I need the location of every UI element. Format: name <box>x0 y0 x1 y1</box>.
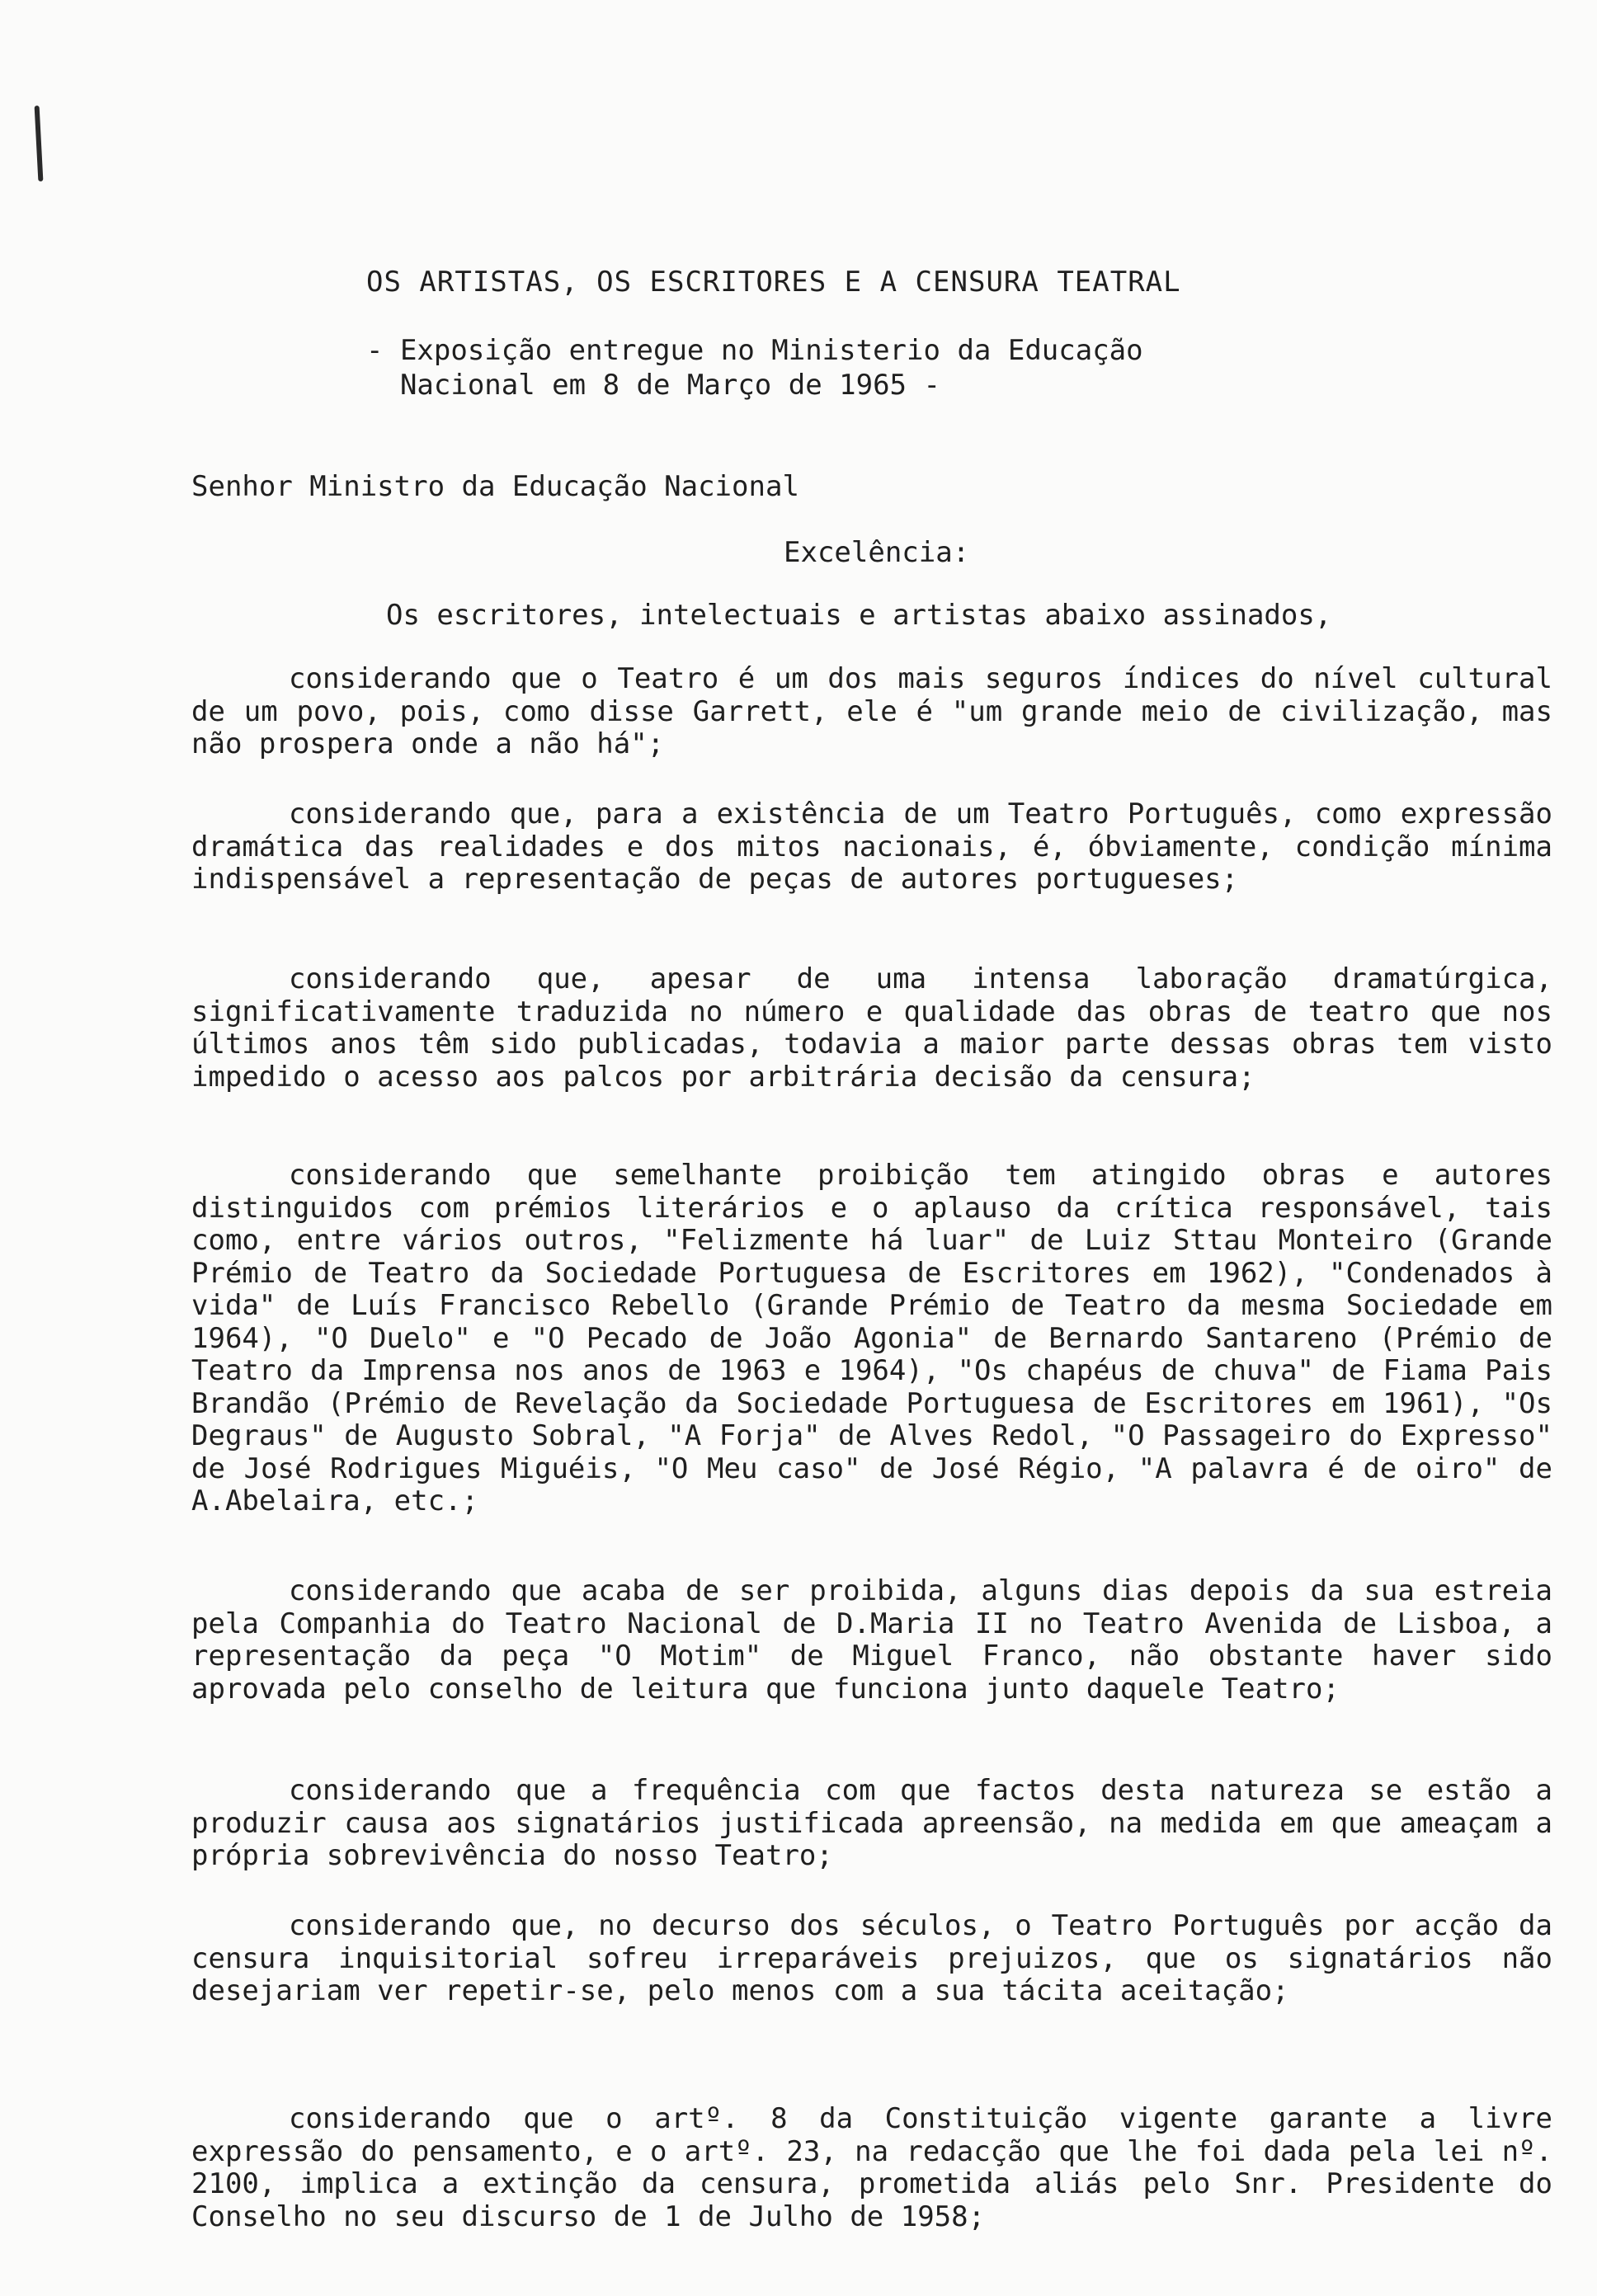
paragraph: considerando que a frequência com que factos desta natureza se estão a produzir causa aos signatários justificada apreensão, na medida em que ameaçam a própria sobrevivência do nosso Teatro; <box>191 1774 1552 1872</box>
excellency-greeting: Excelência: <box>784 536 970 569</box>
document-title: OS ARTISTAS, OS ESCRITORES E A CENSURA TEATRAL <box>366 266 1181 299</box>
paragraph: considerando que o artº. 8 da Constituição vigente garante a livre expressão do pensamento, e o artº. 23, na redacção que lhe foi dada pela lei nº. 2100, implica a extinção da censura, prometida aliás pelo Snr. Presidente do Conselho no seu discurso de 1 de Julho de 1958; <box>191 2102 1552 2233</box>
subtitle-line-1: - Exposição entregue no Ministerio da Educação <box>366 334 1143 367</box>
intro-line: Os escritores, intelectuais e artistas abaixo assinados, <box>386 599 1332 632</box>
salutation: Senhor Ministro da Educação Nacional <box>191 470 799 503</box>
paragraph: considerando que, no decurso dos séculos, o Teatro Português por acção da censura inquisitorial sofreu irreparáveis prejuizos, que os signatários não desejariam ver repetir-se, pelo menos com a sua tácita aceitação; <box>191 1909 1552 2007</box>
margin-pen-mark <box>35 106 44 181</box>
subtitle-line-2: Nacional em 8 de Março de 1965 - <box>366 369 940 402</box>
paragraph: considerando que, apesar de uma intensa laboração dramatúrgica, significativamente traduzida no número e qualidade das obras de teatro que nos últimos anos têm sido publicadas, todavia a maior parte dessas obras tem visto impedido o acesso aos palcos por arbitrária decisão da censura; <box>191 962 1552 1094</box>
paragraph: considerando que acaba de ser proibida, alguns dias depois da sua estreia pela Companhia do Teatro Nacional de D.Maria II no Teatro Avenida de Lisboa, a representação da peça "O Motim" de Miguel Franco, não obstante haver sido aprovada pelo conselho de leitura que funciona junto daquele Teatro; <box>191 1574 1552 1706</box>
paragraph: considerando que o Teatro é um dos mais seguros índices do nível cultural de um povo, pois, como disse Garrett, ele é "um grande meio de civilização, mas não prospera onde a não há"; <box>191 662 1552 760</box>
paragraph: considerando que semelhante proibição tem atingido obras e autores distinguidos com prémios literários e o aplauso da crítica responsável, tais como, entre vários outros, "Felizmente há luar" de Luiz Sttau Monteiro (Grande Prémio de Teatro da Sociedade Portuguesa de Escritores em 1962), "Condenados à vida" de Luís Francisco Rebello (Grande Prémio de Teatro da mesma Sociedade em 1964), "O Duelo" e "O Pecado de João Agonia" de Bernardo Santareno (Prémio de Teatro da Imprensa nos anos de 1963 e 1964), "Os chapéus de chuva" de Fiama Pais Brandão (Prémio de Revelação da Sociedade Portuguesa de Escritores em 1961), "Os Degraus" de Augusto Sobral, "A Forja" de Alves Redol, "O Passageiro do Expresso" de José Rodrigues Miguéis, "O Meu caso" de José Régio, "A palavra é de oiro" de A.Abelaira, etc.; <box>191 1159 1552 1517</box>
paragraph: considerando que, para a existência de um Teatro Português, como expressão dramática das realidades e dos mitos nacionais, é, óbviamente, condição mínima indispensável a representação de peças de autores portugueses; <box>191 797 1552 896</box>
document-subtitle <box>366 333 1143 402</box>
